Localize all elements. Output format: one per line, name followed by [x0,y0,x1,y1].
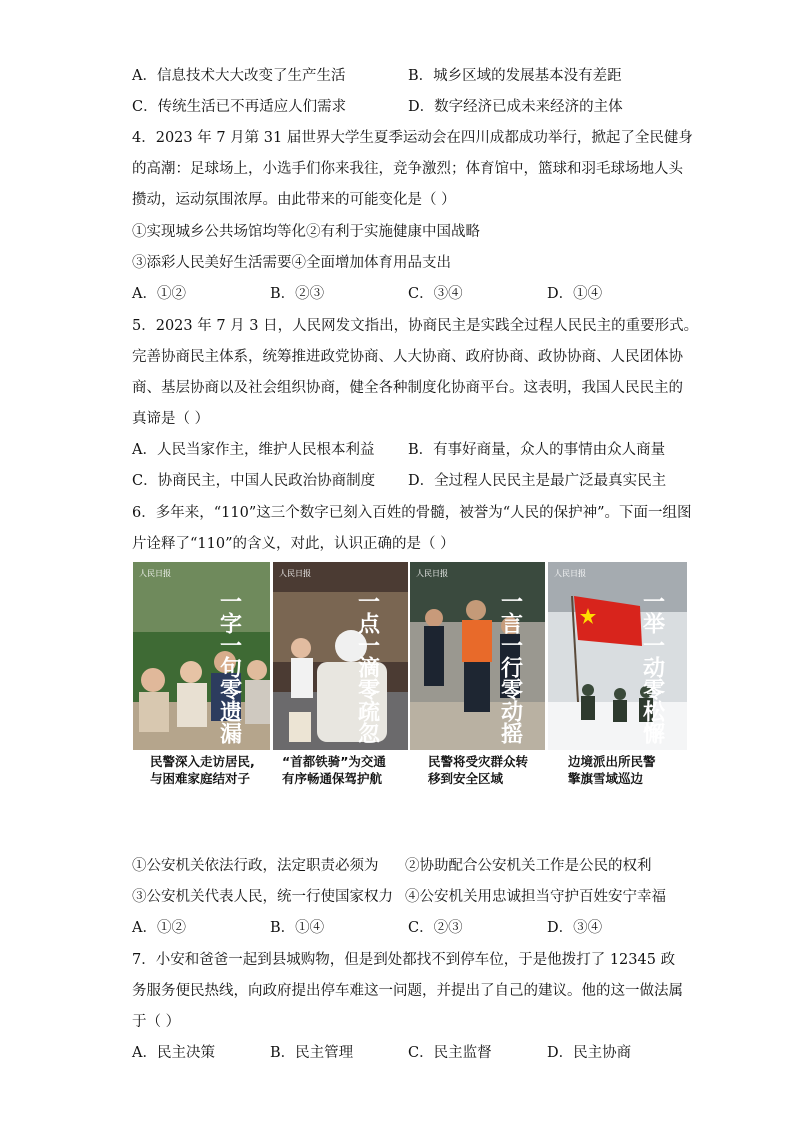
q6-option-a: A．①② [132,920,186,936]
q7-option-b: B．民主管理 [270,1045,354,1061]
caption-line: 民警将受灾群众转 [428,754,529,769]
q3-option-c: C．传统生活已不再适应人们需求 [132,99,347,115]
q6-item-3: ③公安机关代表人民，统一行使国家权力 [132,889,393,905]
photo-logo: 人民日报 [554,569,586,578]
photo-community-visit [133,562,270,750]
q7-stem-line-1: 7．小安和爸爸一起到县城购物，但是到处都找不到停车位，于是他拨打了 12345 政 [132,952,676,968]
photo-3-caption [428,753,528,787]
photo-logo: 人民日报 [279,569,311,578]
q5-stem-line-2: 完善协商民主体系，统筹推进政党协商、人大协商、政府协商、政协协商、人民团体协 [132,349,683,365]
q4-option-b: B．②③ [270,286,325,302]
caption-line: 民警深入走访居民, [150,754,255,769]
q5-stem-line-1: 5．2023 年 7 月 3 日，人民网发文指出，协商民主是实践全过程人民民主的重要形式。 [132,318,699,334]
q7-option-d: D．民主协商 [547,1045,632,1061]
q5-option-d: D．全过程人民民主是最广泛最真实民主 [408,473,667,489]
q4-option-c: C．③④ [408,286,463,302]
photo-border-patrol [548,562,687,750]
q6-item-4: ④公安机关用忠诚担当守护百姓安宁幸福 [405,889,666,905]
q4-stem-line-3: 攒动，运动氛围浓厚。由此带来的可能变化是（ ） [132,192,456,208]
q4-stem-line-1: 4．2023 年 7 月第 31 届世界大学生夏季运动会在四川成都成功举行，掀起了全民健身 [132,130,693,146]
q7-stem-line-2: 务服务便民热线，向政府提出停车难这一问题，并提出了自己的建议。他的这一做法属 [132,983,683,999]
q4-item-line-1: ①实现城乡公共场馆均等化②有利于实施健康中国战略 [132,224,480,240]
caption-line: 有序畅通保驾护航 [282,771,383,786]
q4-option-a: A．①② [132,286,186,302]
photo-2-caption [282,753,386,787]
caption-line: 移到安全区域 [428,771,504,786]
photo-logo: 人民日报 [139,569,171,578]
photo-4-overlay-text: 一举一动零松懈 [639,590,665,744]
photo-3-overlay-text: 一言一行零动摇 [497,590,523,744]
q4-stem-line-2: 的高潮：足球场上，小选手们你来我往，竞争激烈；体育馆中，篮球和羽毛球场地人头 [132,161,683,177]
q6-item-1: ①公安机关依法行政，法定职责必须为 [132,858,379,874]
photo-flood-rescue [410,562,545,750]
caption-line: “首都铁骑”为交通 [282,754,386,769]
photo-2-overlay-text: 一点一滴零疏忽 [354,590,380,744]
photo-1-overlay-text: 一字一句零遗漏 [216,590,242,744]
q6-item-2: ②协助配合公安机关工作是公民的权利 [405,858,652,874]
q3-option-b: B．城乡区域的发展基本没有差距 [408,68,622,84]
q7-option-c: C．民主监督 [408,1045,492,1061]
q3-option-a: A．信息技术大大改变了生产生活 [132,68,346,84]
q6-option-b: B．①④ [270,920,325,936]
photo-1-caption [150,753,255,787]
photo-traffic-police [273,562,408,750]
q5-option-b: B．有事好商量，众人的事情由众人商量 [408,442,666,458]
q6-option-d: D．③④ [547,920,603,936]
q7-stem-line-3: 于（ ） [132,1014,181,1030]
caption-line: 与困难家庭结对子 [150,771,251,786]
photo-logo: 人民日报 [416,569,448,578]
q4-item-line-2: ③添彩人民美好生活需要④全面增加体育用品支出 [132,255,451,271]
q6-stem-line-1: 6．多年来，“110”这三个数字已刻入百姓的骨髓，被誉为“人民的保护神”。下面一组图 [132,505,692,521]
q6-option-c: C．②③ [408,920,463,936]
caption-line: 擎旗雪域巡边 [568,771,644,786]
q7-option-a: A．民主决策 [132,1045,215,1061]
photo-4-caption [568,753,656,787]
q4-option-d: D．①④ [547,286,603,302]
caption-line: 边境派出所民警 [568,754,656,769]
q6-stem-line-2: 片诠释了“110”的含义，对此，认识正确的是（ ） [132,536,455,552]
q5-stem-line-3: 商、基层协商以及社会组织协商，健全各种制度化协商平台。这表明，我国人民民主的 [132,380,683,396]
q5-option-c: C．协商民主，中国人民政治协商制度 [132,473,376,489]
q5-stem-line-4: 真谛是（ ） [132,411,210,427]
q3-option-d: D．数字经济已成未来经济的主体 [408,99,623,115]
q5-option-a: A．人民当家作主，维护人民根本利益 [132,442,375,458]
